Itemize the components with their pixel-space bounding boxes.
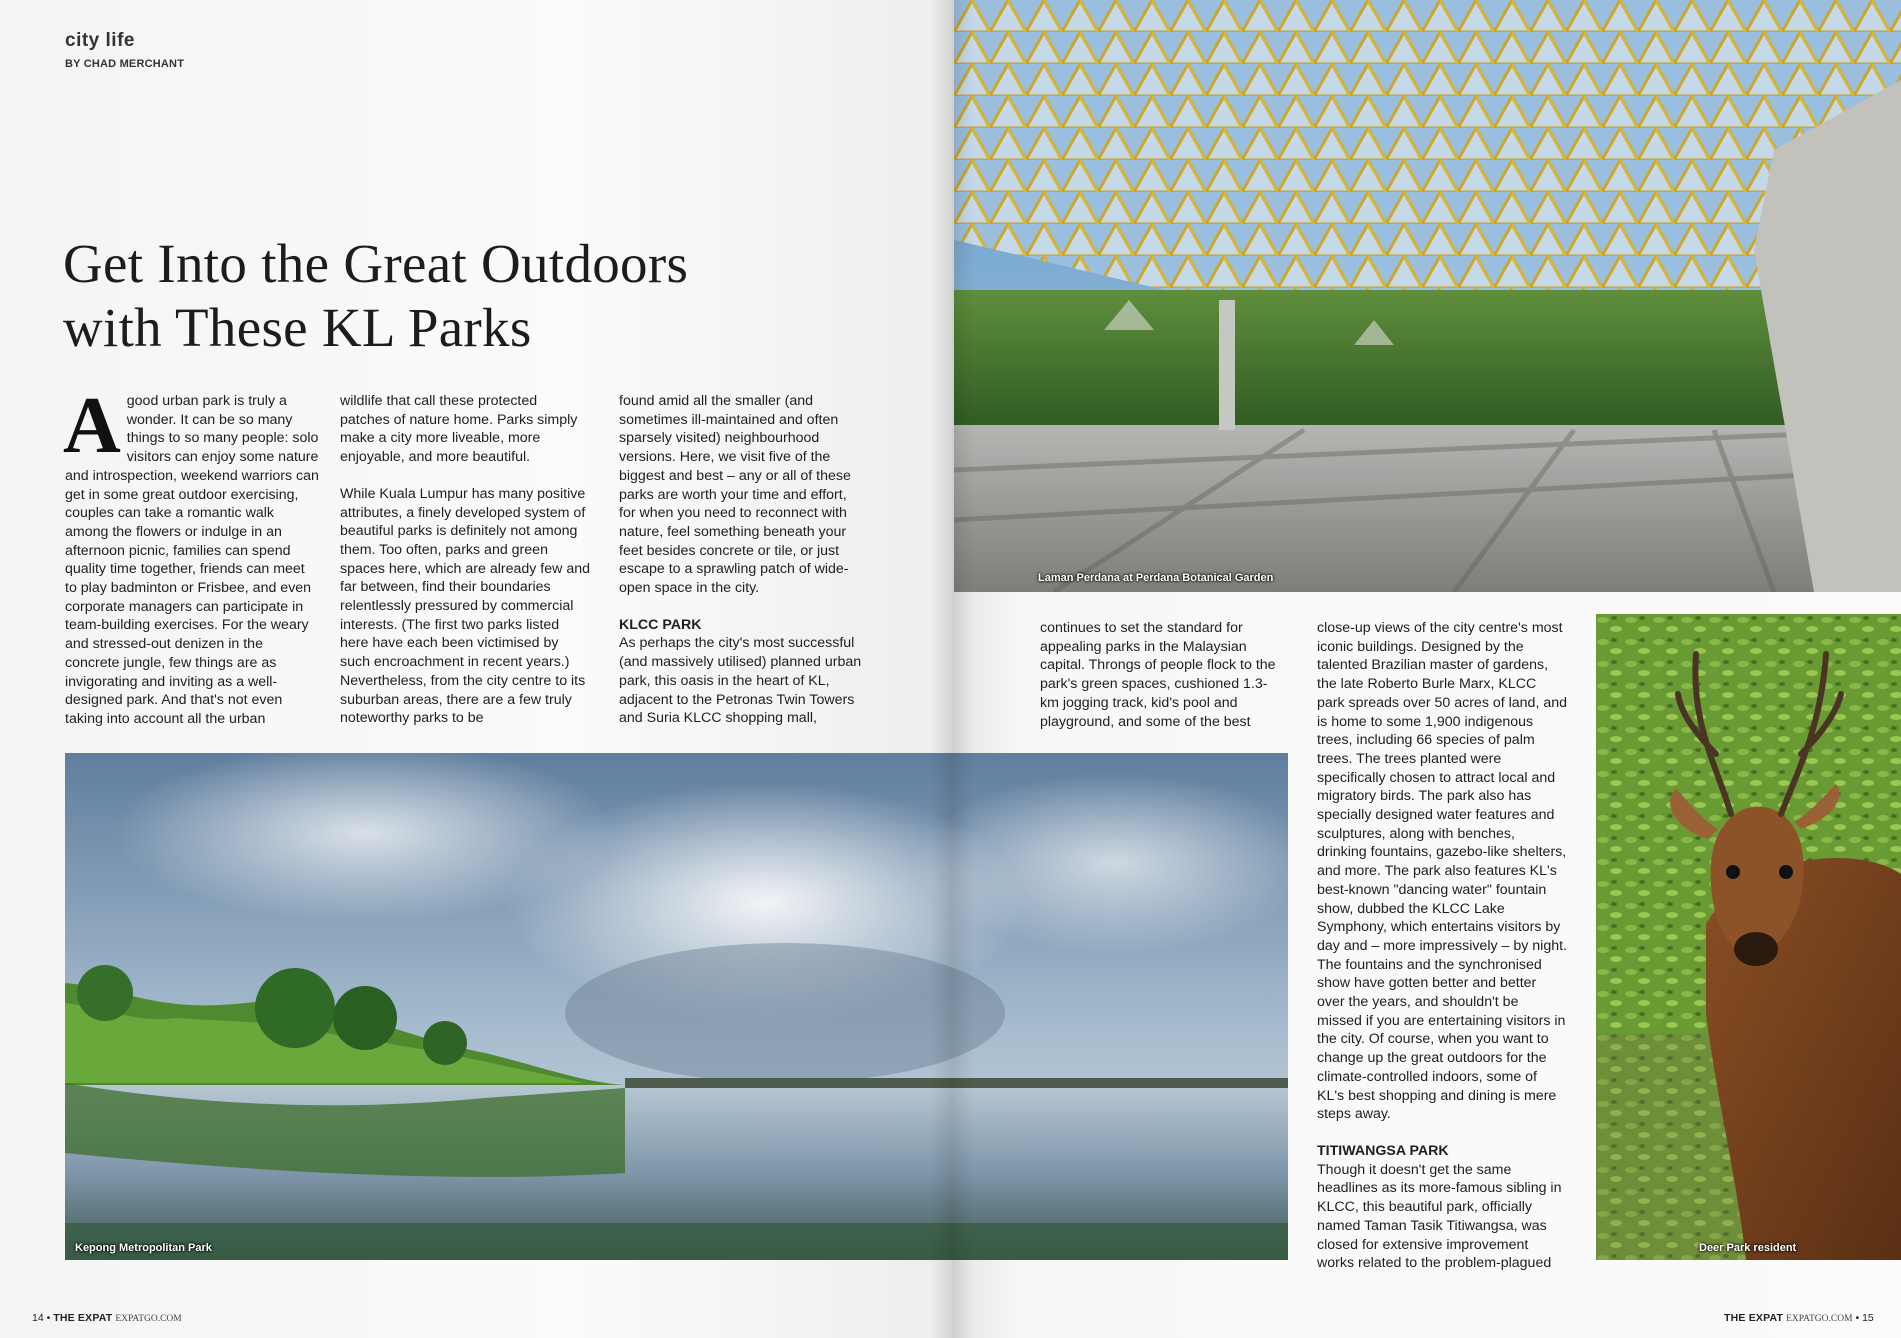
perdana-image [954, 0, 1901, 592]
headline-line-2: with These KL Parks [63, 297, 532, 358]
article-column-4 [1040, 619, 1285, 749]
kepong-image [65, 753, 1288, 1260]
bullet-icon: • [1855, 1312, 1860, 1324]
article-paragraph: wildlife that call these protected patches of nature home. Parks simply make a city more liveable, more enjoyable, and more beautiful. [340, 393, 578, 466]
magazine-site: EXPATGO.COM [115, 1314, 182, 1324]
bullet-icon: • [46, 1312, 51, 1324]
article-column-3 [619, 392, 864, 746]
article-column-5 [1317, 619, 1567, 1291]
magazine-name: THE EXPAT [53, 1312, 113, 1324]
article-paragraph: As perhaps the city's most successful (and massively utilised) planned urban park, this oasis in the heart of KL, adjacent to the Petronas Twin Towers and Suria KLCC shopping mall, [619, 635, 862, 727]
headline-line-1: Get Into the Great Outdoors [63, 233, 689, 294]
byline: BY CHAD MERCHANT [65, 58, 185, 70]
magazine-site: EXPATGO.COM [1786, 1314, 1853, 1324]
section-label: city life [65, 30, 135, 51]
spine-shadow [930, 0, 974, 1338]
article-paragraph: continues to set the standard for appealing parks in the Malaysian capital. Throngs of people flock to the park's green spaces, cushioned 1.3-km jogging track, kid's pool and playground, and some of the best [1040, 620, 1276, 730]
article-paragraph: close-up views of the city centre's most iconic buildings. Designed by the talented Brazilian master of gardens, the late Roberto Burle Marx, KLCC park spreads over 50 acres of land, and is home to some 1,900 indigenous trees, including 66 species of palm trees. The trees planted were specifically chosen to attract local and migratory birds. The park also has specially designed water features and sculptures, along with benches, drinking fountains, gazebo-like shelters, and more. The park also features KL's best-known "dancing water" fountain show, dubbed the KLCC Lake Symphony, which entertains visitors by day and – more impressively – by night. The fountains and the synchronised show have gotten better and better over the years, and shouldn't be missed if you are entertaining visitors in the city. Of course, when you want to change up the great outdoors for the climate-controlled indoors, some of KL's best shopping and dining is mere steps away. [1317, 620, 1568, 1123]
section-heading-titiwangsa: TITIWANGSA PARK [1317, 1142, 1449, 1159]
article-paragraph: While Kuala Lumpur has many positive attributes, a finely developed system of beautiful parks is definitely not among them. Too often, parks and green spaces here, which are already few and far between, find their boundaries relentlessly pressured by commercial interests. (The first two parks listed here have each been victimised by such encroachment in recent years.) Nevertheless, from the city centre to its suburban areas, there are a few truly noteworthy parks to be [340, 485, 590, 727]
article-paragraph: Agood urban park is truly a wonder. It can be so many things to so many people: solo visitors can enjoy some nature and introspection, weekend warriors can get in some great outdoor exercising, couples can take a romantic walk among the flowers or indulge in an afternoon picnic, families can spend quality time together, friends can meet to play badminton or Frisbee, and even corporate managers can participate in team-building exercises. For the weary and stressed-out denizen in the concrete jungle, few things are as invigorating and inviting as a well-designed park. And that's not even taking into account all the urban [63, 382, 319, 727]
photo-caption-deer: Deer Park resident [1699, 1242, 1797, 1254]
photo-kepong-metropolitan-park [65, 753, 1288, 1260]
deer-image [1596, 614, 1901, 1260]
magazine-name: THE EXPAT [1724, 1312, 1784, 1324]
headline [63, 232, 863, 360]
page-number-right: 15 [1862, 1312, 1874, 1324]
drop-cap: A [63, 382, 121, 470]
footer-right [1724, 1312, 1874, 1324]
section-heading-klcc: KLCC PARK [619, 616, 702, 633]
article-column-1 [63, 382, 320, 747]
page-number-left: 14 [32, 1312, 44, 1324]
article-column-2 [340, 392, 590, 746]
photo-deer [1596, 614, 1901, 1260]
photo-perdana-botanical-garden [954, 0, 1901, 592]
article-paragraph: Though it doesn't get the same headlines as its more-famous sibling in KLCC, this beautiful park, officially named Taman Tasik Titiwangsa, was closed for extensive improvement works related to the problem-plagued [1317, 1161, 1562, 1272]
footer-left [32, 1312, 182, 1324]
article-paragraph: found amid all the smaller (and sometimes ill-maintained and often sparsely visited) neighbourhood versions. Here, we visit five of the biggest and best – any or all of these parks are worth your time and effort, for when you need to reconnect with nature, feel something beneath your feet besides concrete or tile, or just escape to a sprawling patch of wide-open space in the city. [619, 393, 851, 597]
photo-caption-kepong: Kepong Metropolitan Park [75, 1242, 212, 1254]
photo-caption-perdana: Laman Perdana at Perdana Botanical Garden [1038, 572, 1274, 584]
